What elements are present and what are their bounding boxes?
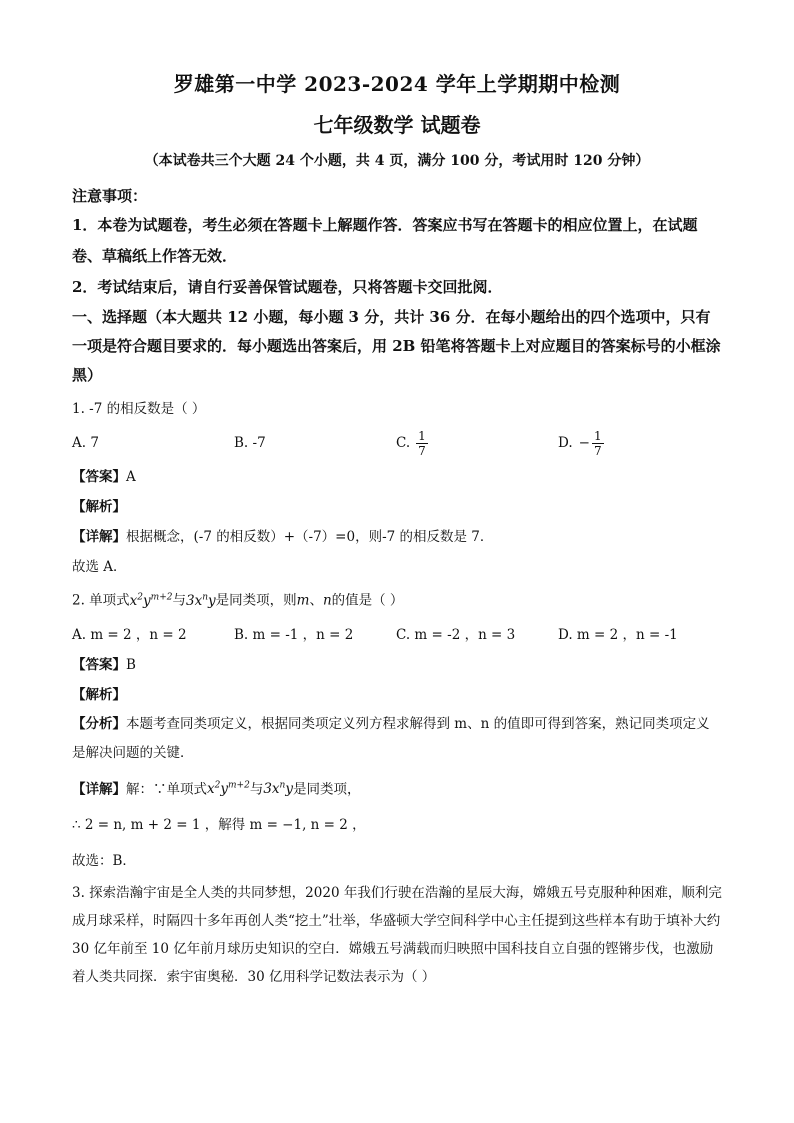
section-1-heading: 一、选择题（本大题共 12 小题，每小题 3 分，共计 36 分．在每小题给出的四个选项中，只有一项是符合题目要求的．每小题选出答案后，用 2B 铅笔将答题卡上对应题目的答案标号的小框涂黑） xyxy=(72,308,721,384)
question-3-stem: 3. 探索浩瀚宇宙是全人类的共同梦想，2020 年我们行驶在浩瀚的星辰大海，嫦娥五号克服种种困难，顺利完成月球采样，时隔四十多年再创人类“挖土”壮举，华盛顿大学空间科学中心主任提到这些样本有助于填补大约 30 亿年前至 10 亿年前月球历史知识的空白．嫦娥五号满载而归映照中国科技自立自强的铿锵步伐，也激励着人类共同探．索宇宙奥秘．30 亿用科学记数法表示为（ ） xyxy=(72,885,722,985)
question-2-conclusion: 故选：B． xyxy=(72,853,136,869)
page-title: 罗雄第一中学 2023-2024 学年上学期期中检测 xyxy=(173,72,621,96)
option-b: B. -7 xyxy=(234,435,266,451)
question-1-answer: 【答案】A xyxy=(72,469,136,485)
option-d: D. − $\frac{1}{7}$ xyxy=(558,428,602,458)
notice-item-1: 1．本卷为试题卷，考生必须在答题卡上解题作答．答案应书写在答题卡的相应位置上，在试题卷、草稿纸上作答无效． xyxy=(72,216,698,265)
option-c: C. $\frac{1}{7}$ xyxy=(396,428,426,458)
question-1-stem: 1. -7 的相反数是（ ） xyxy=(72,401,206,417)
option-b: B. m = -1 ，n = 2 xyxy=(234,626,354,643)
question-2-step: ∴ 2 = n, m + 2 = 1 ，解得 m = −1, n = 2 ， xyxy=(72,817,366,833)
question-2-options xyxy=(72,616,722,650)
question-1-analysis: 【解析】 xyxy=(72,499,126,515)
notice-item-2: 2．考试结束后，请自行妥善保管试题卷，只将答题卡交回批阅． xyxy=(72,278,503,296)
notices-heading: 注意事项： xyxy=(72,187,148,205)
page-subtitle: 七年级数学 试题卷 xyxy=(313,113,481,137)
question-2-analysis: 【解析】 xyxy=(72,686,126,703)
question-1-conclusion: 故选 A． xyxy=(72,559,127,575)
question-1-detail: 【详解】根据概念，(-7 的相反数）+（-7）=0，则-7 的相反数是 7． xyxy=(72,529,494,545)
option-a: A. m = 2 ，n = 2 xyxy=(72,626,187,643)
question-2-answer: 【答案】B xyxy=(72,656,136,673)
question-1-options xyxy=(72,424,722,462)
option-a: A. 7 xyxy=(72,435,99,451)
option-d: D. m = 2 ，n = -1 xyxy=(558,626,678,643)
question-2-stem: 2. 单项式$x^2y^{m+2}$与$3x^ny$是同类项，则m、n的值是（ ） xyxy=(72,592,404,609)
question-2-detail: 【详解】解：∵单项式$x^2y^{m+2}$与$3x^ny$是同类项， xyxy=(72,780,361,797)
fraction-one-seventh: $\frac{1}{7}$ xyxy=(593,428,602,458)
exam-page xyxy=(72,68,722,991)
option-c: C. m = -2 ，n = 3 xyxy=(396,626,516,643)
question-2-fenxi: 【分析】本题考查同类项定义，根据同类项定义列方程求解得到 m、n 的值即可得到答案，熟记同类项定义是解决问题的关键． xyxy=(72,715,710,761)
exam-note: （本试卷共三个大题 24 个小题，共 4 页，满分 100 分，考试用时 120 分钟） xyxy=(144,153,650,169)
fraction-one-seventh: $\frac{1}{7}$ xyxy=(418,428,426,458)
